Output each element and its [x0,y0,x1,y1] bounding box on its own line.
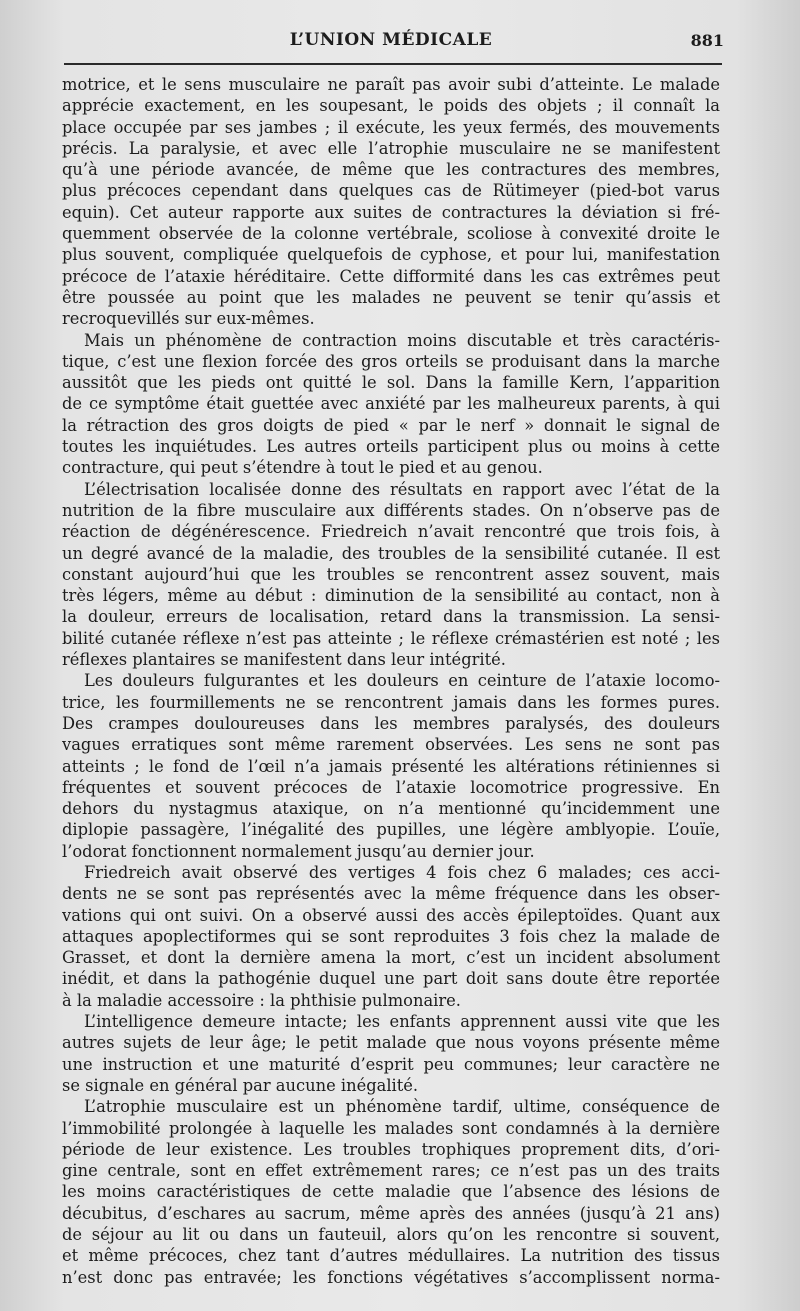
text-line: attaques apoplectiformes qui se sont reproduites 3 fois chez la malade de [62,926,720,946]
text-line: se signale en général par aucune inégalité. [62,1075,419,1095]
text-line: plus précoces cependant dans quelques cas de Rütimeyer (pied-bot varus [62,181,720,201]
text-line: quemment observée de la colonne vertébrale, scoliose à convexité droite le [62,224,720,244]
text-line: réaction de dégénérescence. Friedreich n’avait rencontré que trois fois, à [62,522,720,542]
text-line: de séjour au lit ou dans un fauteuil, alors qu’on les rencontre si souvent, [62,1225,720,1245]
text-line: plus souvent, compliquée quelquefois de cyphose, et pour lui, manifestation [62,245,720,265]
text-line: trice, les fourmillements ne se rencontrent jamais dans les formes pures. [62,692,720,712]
text-line: n’est donc pas entravée; les fonctions végétatives s’accomplissent norma- [62,1267,720,1287]
paragraph [62,479,720,671]
paragraph [62,670,720,862]
text-line: dents ne se sont pas représentés avec la même fréquence dans les obser- [62,884,720,904]
page-number: 881 [690,31,724,50]
text-line: equin). Cet auteur rapporte aux suites de contractures la déviation si fré- [62,202,720,222]
text-line: tique, c’est une flexion forcée des gros orteils se produisant dans la marche [62,351,720,371]
text-line: la douleur, erreurs de localisation, retard dans la transmission. La sensi- [62,607,720,627]
text-line: contracture, qui peut s’étendre à tout le pied et au genou. [62,458,543,478]
text-line: diplopie passagère, l’inégalité des pupilles, une légère amblyopie. L’ouïe, [62,820,720,840]
text-line: autres sujets de leur âge; le petit malade que nous voyons présente même [62,1033,720,1053]
text-line: Les douleurs fulgurantes et les douleurs en ceinture de l’ataxie locomo- [84,671,720,691]
text-line: Friedreich avait observé des vertiges 4 fois chez 6 malades; ces acci- [84,862,720,882]
text-body [62,74,720,1288]
text-line: les moins caractéristiques de cette maladie que l’absence des lésions de [62,1182,720,1202]
text-line: Des crampes douloureuses dans les membres paralysés, des douleurs [62,713,720,733]
text-line: vations qui ont suivi. On a observé aussi des accès épileptoïdes. Quant aux [62,905,720,925]
text-line: dehors du nystagmus ataxique, on n’a mentionné qu’incidemment une [62,799,720,819]
text-line: nutrition de la fibre musculaire aux différents stades. On n’observe pas de [62,500,720,520]
text-line: vagues erratiques sont même rarement observées. Les sens ne sont pas [62,735,720,755]
text-line: motrice, et le sens musculaire ne paraît pas avoir subi d’atteinte. Le malade [62,75,720,94]
text-line: un degré avancé de la maladie, des troubles de la sensibilité cutanée. Il est [62,543,720,563]
text-line: très légers, même au début : diminution de la sensibilité au contact, non à [62,586,720,606]
text-line: et même précoces, chez tant d’autres médullaires. La nutrition des tissus [62,1246,720,1266]
text-line: réflexes plantaires se manifestent dans leur intégrité. [62,650,506,670]
text-line: fréquentes et souvent précoces de l’ataxie locomotrice progressive. En [62,777,720,797]
paragraph [62,1096,720,1288]
text-line: décubitus, d’eschares au sacrum, même après des années (jusqu’à 21 ans) [62,1203,720,1223]
text-line: place occupée par ses jambes ; il exécute, les yeux fermés, des mouvements [62,117,720,137]
text-line: précoce de l’ataxie héréditaire. Cette difformité dans les cas extrêmes peut [62,266,720,286]
text-line: période de leur existence. Les troubles trophiques proprement dits, d’ori- [62,1139,720,1159]
text-line: L’intelligence demeure intacte; les enfants apprennent aussi vite que les [84,1012,720,1032]
text-line: la rétraction des gros doigts de pied « par le nerf » donnait le signal de [62,415,720,435]
text-line: de ce symptôme était guettée avec anxiété par les malheureux parents, à qui [62,394,720,414]
header-rule [64,63,722,65]
text-line: être poussée au point que les malades ne peuvent se tenir qu’assis et [62,287,720,307]
text-line: inédit, et dans la pathogénie duquel une part doit sans doute être reportée [62,969,720,989]
text-line: qu’à une période avancée, de même que les contractures des membres, [62,160,720,180]
text-line: précis. La paralysie, et avec elle l’atrophie musculaire ne se manifestent [62,138,720,158]
text-line: à la maladie accessoire : la phthisie pulmonaire. [62,990,461,1010]
paragraph [62,330,720,479]
text-line: une instruction et une maturité d’esprit peu communes; leur caractère ne [62,1054,720,1074]
text-line: Grasset, et dont la dernière amena la mort, c’est un incident absolument [62,948,720,968]
text-line: atteints ; le fond de l’œil n’a jamais présenté les altérations rétiniennes si [62,756,720,776]
text-line: apprécie exactement, en les soupesant, le poids des objets ; il connaît la [62,96,720,116]
text-line: l’immobilité prolongée à laquelle les malades sont condamnés à la dernière [62,1118,720,1138]
text-line: recroquevillés sur eux-mêmes. [62,309,315,329]
paragraph [62,74,720,330]
text-line: L’électrisation localisée donne des résultats en rapport avec l’état de la [84,479,720,499]
text-line: L’atrophie musculaire est un phénomène tardif, ultime, conséquence de [84,1097,720,1117]
running-title: L’UNION MÉDICALE [289,30,493,50]
paragraph [62,1011,720,1096]
text-line: l’odorat fonctionnent normalement jusqu’au dernier jour. [62,841,535,861]
text-line: bilité cutanée réflexe n’est pas atteinte ; le réflexe crémastérien est noté ; les [62,628,720,648]
text-line: toutes les inquiétudes. Les autres orteils participent plus ou moins à cette [62,437,720,457]
paragraph [62,862,720,1011]
text-line: gine centrale, sont en effet extrêmement rares; ce n’est pas un des traits [62,1161,720,1181]
text-line: Mais un phénomène de contraction moins discutable et très caractéris- [84,330,720,350]
text-line: aussitôt que les pieds ont quitté le sol. Dans la famille Kern, l’apparition [62,373,720,393]
text-line: constant aujourd’hui que les troubles se rencontrent assez souvent, mais [62,564,720,584]
page-header [62,30,724,60]
